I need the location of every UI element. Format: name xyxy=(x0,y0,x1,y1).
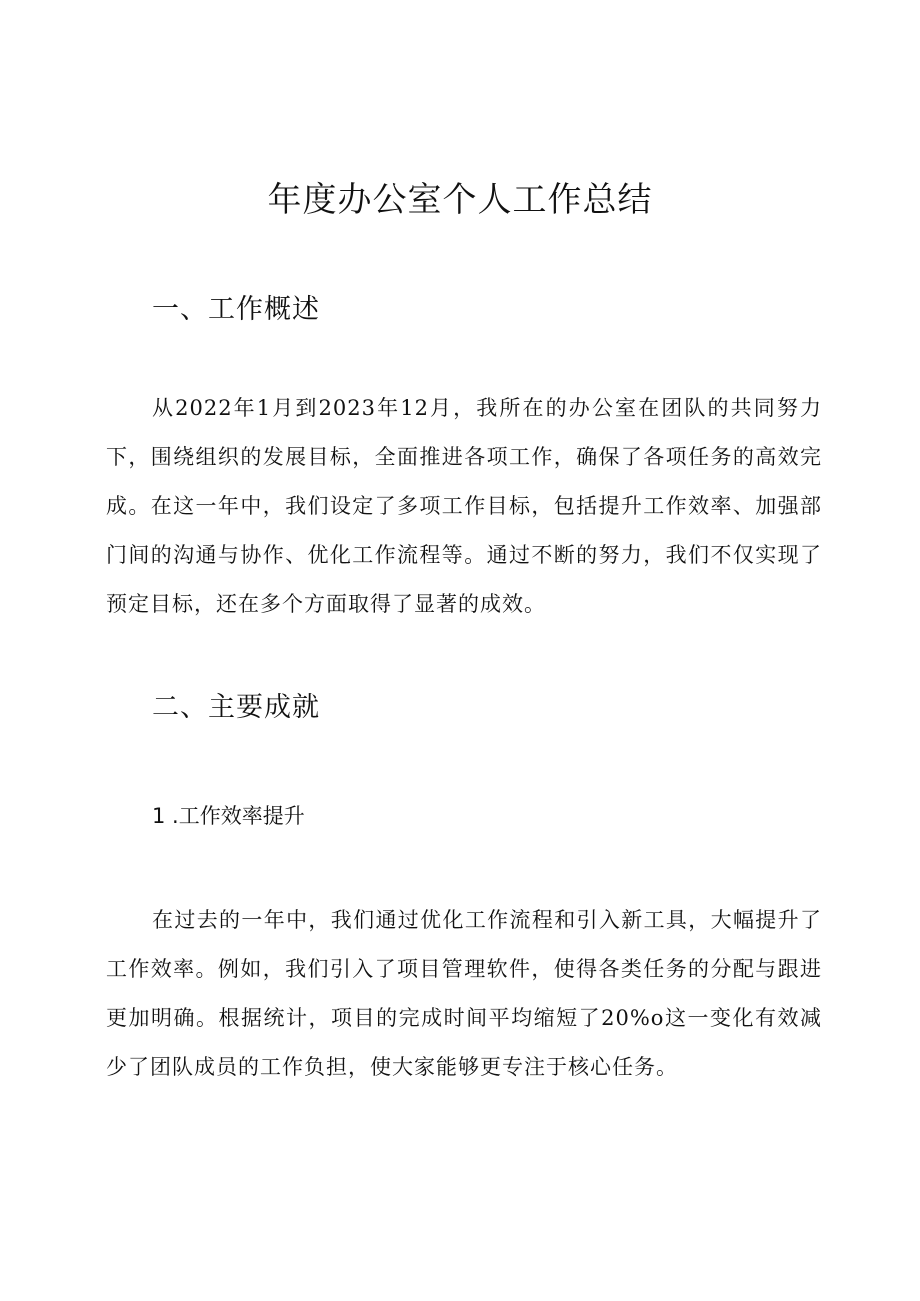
overview-paragraph: 从2022年1月到2023年12月，我所在的办公室在团队的共同努力下，围绕组织的发展目标，全面推进各项工作，确保了各项任务的高效完成。在这一年中，我们设定了多项工作目标，包括提升工作效率、加强部门间的沟通与协作、优化工作流程等。通过不断的努力，我们不仅实现了预定目标，还在多个方面取得了显著的成效。 xyxy=(106,396,822,616)
document-title: 年度办公室个人工作总结 xyxy=(267,180,653,220)
efficiency-paragraph: 在过去的一年中，我们通过优化工作流程和引入新工具，大幅提升了工作效率。例如，我们引入了项目管理软件，使得各类任务的分配与跟进更加明确。根据统计，项目的完成时间平均缩短了20%o这一变化有效减少了团队成员的工作负担，使大家能够更专注于核心任务。 xyxy=(106,908,822,1079)
section-heading-achievements: 二、主要成就 xyxy=(152,692,320,723)
subsection-heading-efficiency: 1 .工作效率提升 xyxy=(152,804,305,828)
section-heading-overview: 一、工作概述 xyxy=(152,294,320,325)
